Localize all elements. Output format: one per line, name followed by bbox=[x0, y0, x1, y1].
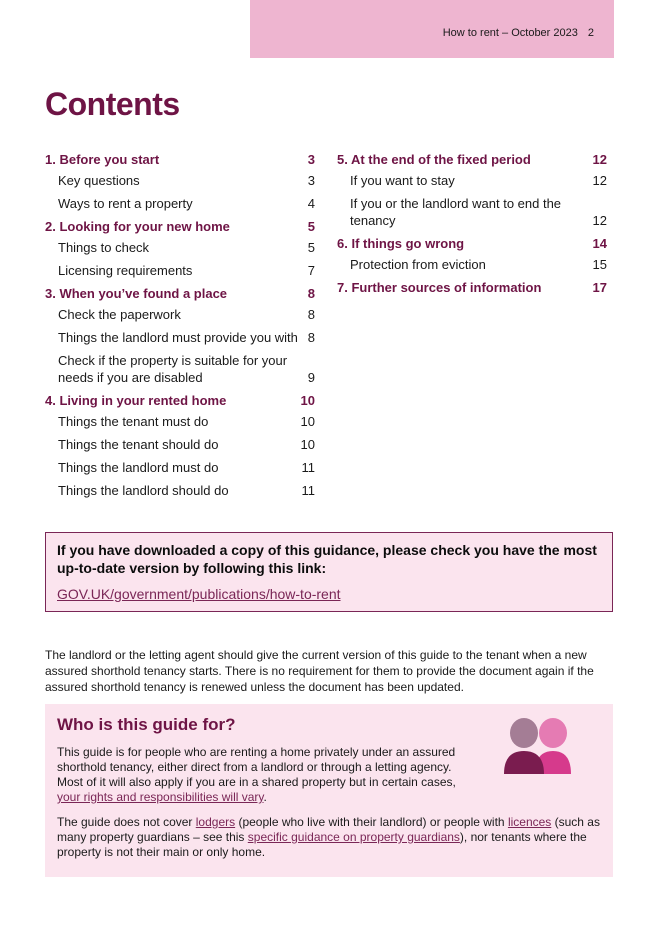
toc-subsection-entry[interactable] bbox=[45, 482, 315, 499]
toc-entry-page: 11 bbox=[301, 483, 315, 498]
toc-entry-label: If you or the landlord want to end the tenancy bbox=[350, 196, 562, 228]
toc-entry-page: 14 bbox=[592, 236, 607, 251]
people-icon bbox=[499, 716, 579, 774]
page-title: Contents bbox=[45, 86, 180, 122]
toc-entry-label: 3. When you’ve found a place bbox=[45, 286, 228, 301]
toc-entry-label: 6. If things go wrong bbox=[337, 236, 465, 251]
toc-subsection-entry[interactable] bbox=[45, 329, 315, 346]
running-title: How to rent – October 2023 bbox=[442, 27, 578, 39]
page-number: 2 bbox=[587, 27, 594, 39]
running-header bbox=[443, 27, 594, 39]
who-paragraph-1 bbox=[57, 745, 477, 805]
toc-entry-page: 17 bbox=[592, 280, 607, 295]
toc-section-entry[interactable] bbox=[45, 151, 315, 168]
toc-subsection-entry[interactable] bbox=[45, 172, 315, 189]
toc-section-entry[interactable] bbox=[45, 218, 315, 235]
toc-entry-label: Things the tenant should do bbox=[58, 437, 219, 452]
toc-section-entry[interactable] bbox=[337, 279, 607, 296]
toc-entry-page: 8 bbox=[307, 286, 315, 301]
toc-entry-label: 4. Living in your rented home bbox=[45, 393, 227, 408]
who-p2-b: (people who live with their landlord) or people with bbox=[235, 815, 508, 829]
who-heading: Who is this guide for? bbox=[57, 715, 236, 734]
toc-entry-label: Licensing requirements bbox=[58, 263, 193, 278]
who-is-this-for-box bbox=[45, 704, 613, 877]
toc-subsection-entry[interactable] bbox=[45, 459, 315, 476]
toc-entry-page: 12 bbox=[592, 173, 607, 188]
toc-entry-label: Things the landlord must do bbox=[58, 460, 219, 475]
toc-subsection-entry[interactable] bbox=[45, 239, 315, 256]
who-p2-d: ), nor tenants where the property is not their main or only home. bbox=[57, 830, 587, 859]
toc-entry-page: 5 bbox=[307, 240, 315, 255]
toc-section-entry[interactable] bbox=[337, 235, 607, 252]
toc-subsection-entry[interactable] bbox=[45, 195, 315, 212]
toc-entry-page: 9 bbox=[307, 370, 315, 385]
toc-entry-page: 5 bbox=[307, 219, 315, 234]
toc-section-entry[interactable] bbox=[45, 392, 315, 409]
toc-subsection-entry[interactable] bbox=[337, 195, 607, 229]
toc-entry-page: 8 bbox=[307, 307, 315, 322]
toc-entry-page: 4 bbox=[307, 196, 315, 211]
toc-entry-label: 7. Further sources of information bbox=[337, 280, 542, 295]
toc-right-column bbox=[337, 151, 607, 300]
toc-entry-label: Protection from eviction bbox=[350, 257, 486, 272]
toc-subsection-entry[interactable] bbox=[45, 436, 315, 453]
toc-entry-label: Things the landlord should do bbox=[58, 483, 229, 498]
rights-vary-link[interactable]: your rights and responsibilities will vary bbox=[57, 790, 264, 804]
toc-entry-label: Things to check bbox=[58, 240, 150, 255]
toc-entry-page: 12 bbox=[592, 152, 607, 167]
toc-subsection-entry[interactable] bbox=[337, 256, 607, 273]
licences-link[interactable]: licences bbox=[507, 815, 552, 829]
how-to-rent-link[interactable]: GOV.UK/government/publications/how-to-rent bbox=[57, 586, 341, 602]
toc-entry-page: 10 bbox=[300, 414, 315, 429]
toc-subsection-entry[interactable] bbox=[45, 262, 315, 279]
who-p2-c: (such as many property guardians – see this bbox=[57, 815, 600, 844]
toc-entry-page: 3 bbox=[307, 173, 315, 188]
toc-section-entry[interactable] bbox=[45, 285, 315, 302]
toc-entry-label: Ways to rent a property bbox=[58, 196, 193, 211]
download-notice-box bbox=[45, 532, 613, 612]
toc-entry-label: Things the tenant must do bbox=[58, 414, 209, 429]
toc-left-column bbox=[45, 151, 315, 505]
toc-entry-page: 15 bbox=[592, 257, 607, 272]
toc-entry-label: 2. Looking for your new home bbox=[45, 219, 230, 234]
toc-entry-label: Check the paperwork bbox=[58, 307, 181, 322]
toc-section-entry[interactable] bbox=[337, 151, 607, 168]
toc-subsection-entry[interactable] bbox=[337, 172, 607, 189]
who-p1-end: . bbox=[263, 790, 267, 804]
header-band bbox=[250, 0, 614, 58]
toc-entry-page: 10 bbox=[300, 437, 315, 452]
toc-entry-page: 12 bbox=[592, 213, 607, 228]
toc-entry-page: 11 bbox=[301, 460, 315, 475]
toc-entry-label: If you want to stay bbox=[350, 173, 455, 188]
toc-entry-page: 8 bbox=[307, 330, 315, 345]
toc-entry-label: Key questions bbox=[58, 173, 140, 188]
toc-entry-label: Things the landlord must provide you with bbox=[58, 330, 298, 345]
toc-entry-label: 1. Before you start bbox=[45, 152, 160, 167]
toc-subsection-entry[interactable] bbox=[45, 413, 315, 430]
toc-entry-page: 7 bbox=[307, 263, 315, 278]
toc-subsection-entry[interactable] bbox=[45, 352, 315, 386]
who-paragraph-2 bbox=[57, 815, 602, 860]
toc-entry-page: 10 bbox=[300, 393, 315, 408]
toc-entry-label: 5. At the end of the fixed period bbox=[337, 152, 531, 167]
toc-entry-page: 3 bbox=[307, 152, 315, 167]
who-p2-a: The guide does not cover bbox=[57, 815, 196, 829]
toc-entry-label: Check if the property is suitable for your needs if you are disabled bbox=[58, 353, 288, 385]
who-p1-text: This guide is for people who are renting a home privately under an assured shorthold tenancy, either direct from a landlord or through a letting agency. Most of it will also apply if you are in a shared property but in certain cases, bbox=[57, 745, 456, 789]
property-guardians-link[interactable]: specific guidance on property guardians bbox=[247, 830, 460, 844]
tenancy-note: The landlord or the letting agent should give the current version of this guide to the tenant when a new assured shorthold tenancy starts. There is no requirement for them to provide the document again if the assured shorthold tenancy is renewed unless the document has been updated. bbox=[45, 648, 594, 694]
lodgers-link[interactable]: lodgers bbox=[195, 815, 236, 829]
download-notice-text: If you have downloaded a copy of this guidance, please check you have the most up-to-date version by following this link: bbox=[57, 542, 597, 576]
toc-subsection-entry[interactable] bbox=[45, 306, 315, 323]
